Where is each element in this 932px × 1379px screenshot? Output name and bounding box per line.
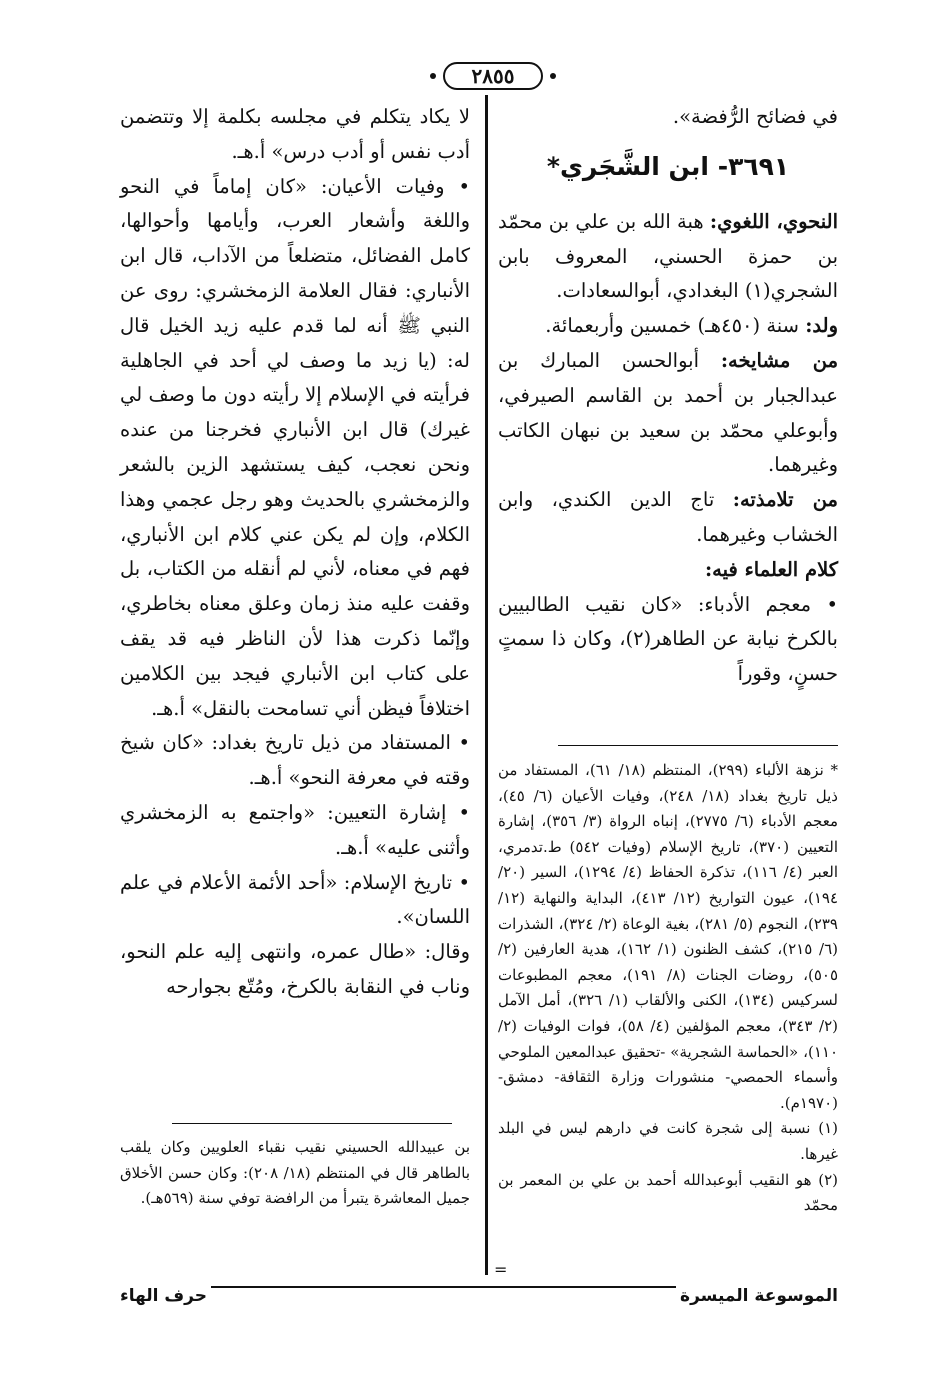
right-column <box>498 100 838 692</box>
students-label: من تلامذته: <box>732 488 838 512</box>
left-column <box>120 100 470 1005</box>
footnote-2: (٢) هو النقيب أبوعبدالله أحمد بن علي بن المعمر بن محمّد <box>498 1170 838 1215</box>
teachers-label: من مشايخه: <box>720 348 839 372</box>
opening-line: في فضائح الرُّفضة». <box>672 105 838 128</box>
bio-text: هبة الله بن علي بن محمّد بن حمزة الحسني، المعروف بابن الشجري(١) البغدادي، أبوالسعادات. <box>498 209 838 303</box>
students-paragraph <box>498 483 838 553</box>
left-footnotes <box>120 1135 470 1212</box>
footnote-1: (١) نسبة إلى شجرة كانت في دارهم ليس في البلد غيرها. <box>498 1119 838 1163</box>
ishara-paragraph: • إشارة التعيين: «واجتمع به الزمخشري وأثنى عليه» أ.هـ. <box>120 800 470 859</box>
sources-footnote: * نزهة الألباء (٢٩٩)، المنتظم (١٨/ ٦١)، المستفاد من ذيل تاريخ بغداد (١٨/ ٢٤٨)، وفيات الأعيان (٦/ ٤٥)، معجم الأدباء (٦/ ٢٧٧٥)، إنباه الرواة (٣/ ٣٥٦)، إشارة التعيين (٣٧٠)، تاريخ الإسلام (وفيات ٥٤٢) ط.تدمري، العبر (٤/ ١١٦)، تذكرة الحفاظ (٤/ ١٢٩٤)، السير (٢٠/ ١٩٤)، عيون التواريخ (١٢/ ٤١٣)، البداية والنهاية (١٢/ ٢٣٩)، النجوم (٥/ ٢٨١)، بغية الوعاة (٢/ ٣٢٤)، الشذرات (٦/ ٢١٥)، كشف الظنون (١/ ١٦٢)، هدية العارفين (٢/ ٥٠٥)، روضات الجنات (٨/ ١٩١)، معجم المطبوعات لسركيس (١٣٤)، الكنى والألقاب (١/ ٣٢٦)، أمل الآمل (٢/ ٣٤٣)، معجم المؤلفين (٤/ ٥٨)، فوات الوفيات (٢/ ١١٠)، «الحماسة الشجرية» -تحقيق عبدالمعين الملوحي وأسماء الحمصي- منشورات وزارة الثقافة- دمشق- (١٩٧٠م). <box>498 761 839 1112</box>
teachers-paragraph <box>498 344 838 483</box>
bio-label: النحوي، اللغوي: <box>709 209 838 233</box>
footer-section: حرف الهاء <box>116 1285 211 1307</box>
muajam-paragraph: • معجم الأدباء: «كان نقيب الطالبيين بالكرخ نيابة عن الطاهر(٢)، وكان ذا سمتٍ حسنٍ، وقوراً <box>498 592 838 686</box>
footnote-continuation: بن عبيدالله الحسيني نقيب نقباء العلويين وكان يلقب بالطاهر قال في المنتظم (١٨/ ٢٠٨): وكان حسن الأخلاق جميل المعاشرة يتبرأ من الرافضة توفي سنة (٥٦٩هـ). <box>120 1138 470 1208</box>
qala-paragraph: وقال: «طال عمره، وانتهى إليه علم النحو، وناب في النقابة بالكرخ، ومُتّع بجوارحه <box>120 940 470 998</box>
born-text: سنة (٤٥٠هـ) خمسين وأربعمائة. <box>545 314 806 338</box>
continuation-mark: = <box>494 1260 508 1279</box>
ornament-dot <box>550 73 556 79</box>
footnote-rule <box>172 1123 452 1124</box>
ornament-dot <box>430 73 436 79</box>
scholars-heading: كلام العلماء فيه: <box>704 557 838 581</box>
right-footnotes <box>498 758 838 1219</box>
left-paragraph-1: لا يكاد يتكلم في مجلسه بكلمة إلا وتتضمن أدب نفس أو أدب درس» أ.هـ. <box>120 105 470 163</box>
tarikh-islam-paragraph: • تاريخ الإسلام: «أحد الأئمة الأعلام في علم اللسان». <box>120 870 470 929</box>
entry-title: ٣٦٩١- ابن الشَّجَري* <box>546 151 790 181</box>
teachers-text: أبوالحسن المبارك بن عبدالجبار بن أحمد بن القاسم الصيرفي، وأبوعلي محمّد بن سعيد بن نبهان الكاتب وغيرهما. <box>498 348 838 477</box>
page-number: ٢٨٥٥ <box>443 62 543 90</box>
bio-paragraph <box>498 205 838 309</box>
born-paragraph <box>498 309 838 344</box>
column-divider <box>485 95 488 1275</box>
students-text: تاج الدين الكندي، وابن الخشاب وغيرهما. <box>498 488 838 546</box>
born-label: ولد: <box>805 314 838 338</box>
footnote-rule <box>558 745 838 746</box>
wafayat-paragraph: • وفيات الأعيان: «كان إماماً في النحو واللغة وأشعار العرب، وأيامها وأحوالها، كامل الفضائل، متضلعاً من الآداب، قال ابن الأنباري: فقال العلامة الزمخشري: روى عن النبي ﷺ أنه لما قدم عليه زيد الخيل قال له: (يا زيد ما وصف لي أحد في الجاهلية فرأيته في الإسلام إلا رأيته دون ما وصف لي غيرك) قال ابن الأنباري فخرجنا من عنده ونحن نعجب، كيف يستشهد الزين بالشعر والزمخشري بالحديث وهو رجل عجمي وهذا الكلام، وإن لم يكن عني كلام ابن الأنباري، فهم في معناه، لأني لم أنقله من الكتاب، بل وقفت عليه منذ زمان وعلق معناه بخاطري، وإنّما ذكرت هذا لأن الناظر فيه قد يقف على كتاب ابن الأنباري فيجد بين الكلامين اختلافاً فيظن أني تسامحت بالنقل» أ.هـ. <box>120 174 470 720</box>
footer-book-title: الموسوعة الميسرة <box>676 1285 842 1307</box>
mustafad-paragraph: • المستفاد من ذيل تاريخ بغداد: «كان شيخ وقته في معرفة النحو» أ.هـ. <box>120 731 470 790</box>
